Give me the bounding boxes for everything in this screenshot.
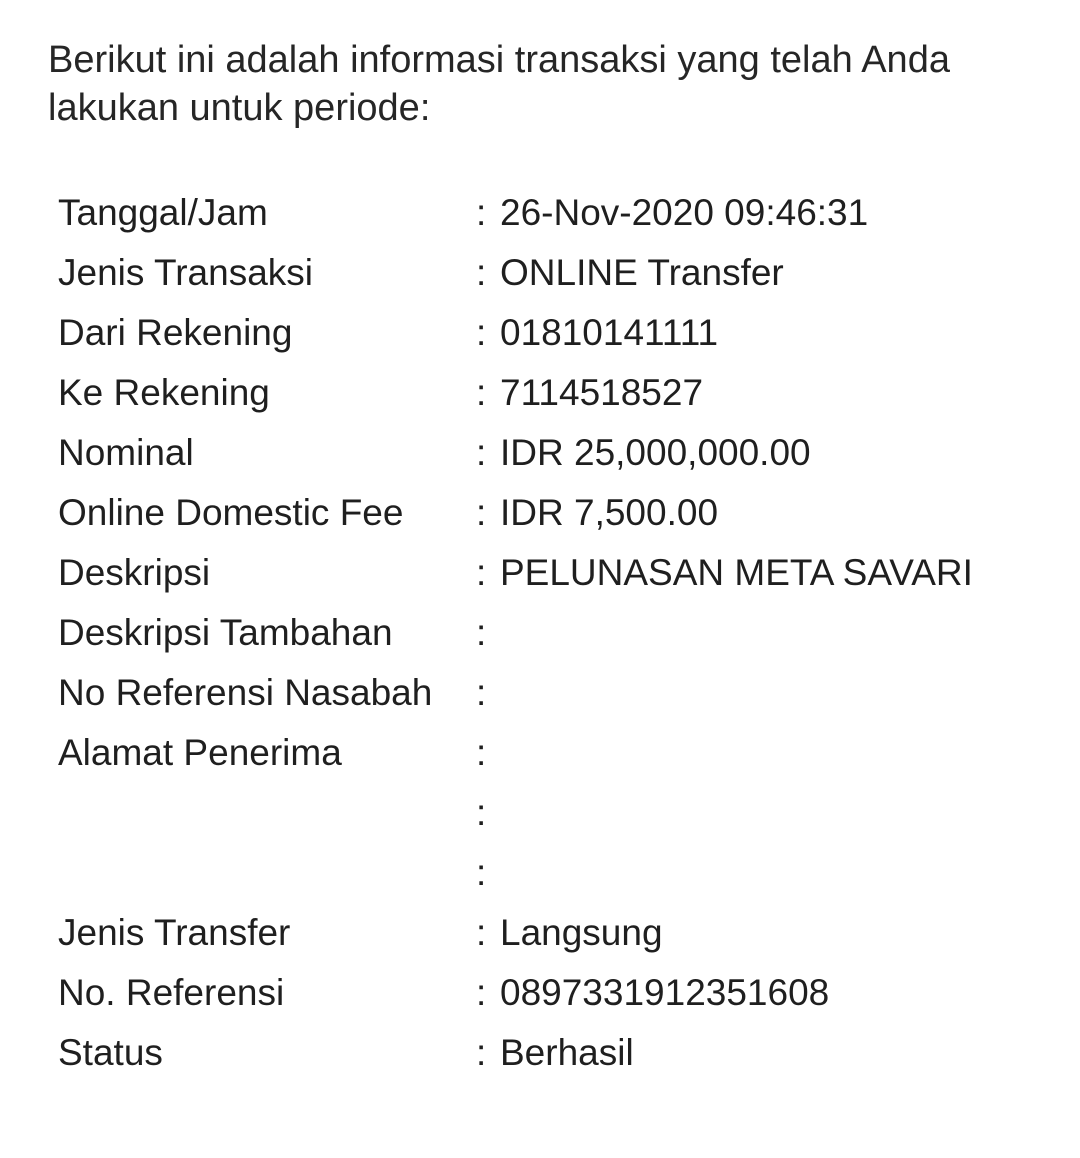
separator: : (476, 432, 487, 473)
separator: : (476, 912, 487, 953)
row-status (58, 1023, 1058, 1083)
row-jenis-transfer (58, 903, 1058, 963)
value-dari-rekening: 01810141111 (500, 312, 719, 353)
label-ke-rekening: Ke Rekening (58, 372, 270, 413)
value-jenis-transfer: Langsung (500, 912, 663, 953)
separator: : (476, 192, 487, 233)
separator: : (476, 852, 487, 893)
label-alamat-penerima: Alamat Penerima (58, 732, 342, 773)
label-nominal: Nominal (58, 432, 194, 473)
row-deskripsi-tambahan (58, 603, 1058, 663)
value-jenis-transaksi: ONLINE Transfer (500, 252, 784, 293)
separator: : (476, 312, 487, 353)
separator: : (476, 1032, 487, 1073)
row-alamat-penerima-line-2 (58, 783, 1058, 843)
value-nominal: IDR 25,000,000.00 (500, 432, 811, 473)
separator: : (476, 732, 487, 773)
row-no-referensi (58, 963, 1058, 1023)
label-dari-rekening: Dari Rekening (58, 312, 293, 353)
separator: : (476, 372, 487, 413)
label-no-referensi: No. Referensi (58, 972, 285, 1013)
value-tanggal-jam: 26-Nov-2020 09:46:31 (500, 192, 869, 233)
value-ke-rekening: 7114518527 (500, 372, 704, 413)
row-alamat-penerima-line-3 (58, 843, 1058, 903)
value-online-domestic-fee: IDR 7,500.00 (500, 492, 719, 533)
separator: : (476, 792, 487, 833)
row-alamat-penerima (58, 723, 1058, 783)
label-jenis-transfer: Jenis Transfer (58, 912, 291, 953)
label-online-domestic-fee: Online Domestic Fee (58, 492, 404, 533)
label-status: Status (58, 1032, 163, 1073)
row-deskripsi (58, 543, 1058, 603)
separator: : (476, 672, 487, 713)
row-tanggal-jam (58, 183, 1058, 243)
row-jenis-transaksi (58, 243, 1058, 303)
separator: : (476, 492, 487, 533)
separator: : (476, 552, 487, 593)
value-deskripsi: PELUNASAN META SAVARI (500, 552, 973, 593)
intro-line-1: Berikut ini adalah informasi transaksi yang telah Anda (48, 39, 950, 81)
transaction-details (58, 183, 1058, 1083)
separator: : (476, 972, 487, 1013)
row-no-referensi-nasabah (58, 663, 1058, 723)
intro-text (48, 36, 1058, 132)
label-deskripsi-tambahan: Deskripsi Tambahan (58, 612, 393, 653)
row-online-domestic-fee (58, 483, 1058, 543)
separator: : (476, 252, 487, 293)
separator: : (476, 612, 487, 653)
label-tanggal-jam: Tanggal/Jam (58, 192, 268, 233)
intro-line-2: lakukan untuk periode: (48, 87, 431, 129)
row-nominal (58, 423, 1058, 483)
row-ke-rekening (58, 363, 1058, 423)
label-jenis-transaksi: Jenis Transaksi (58, 252, 313, 293)
value-status: Berhasil (500, 1032, 634, 1073)
label-no-referensi-nasabah: No Referensi Nasabah (58, 672, 433, 713)
label-deskripsi: Deskripsi (58, 552, 211, 593)
row-dari-rekening (58, 303, 1058, 363)
value-no-referensi: 0897331912351608 (500, 972, 830, 1013)
